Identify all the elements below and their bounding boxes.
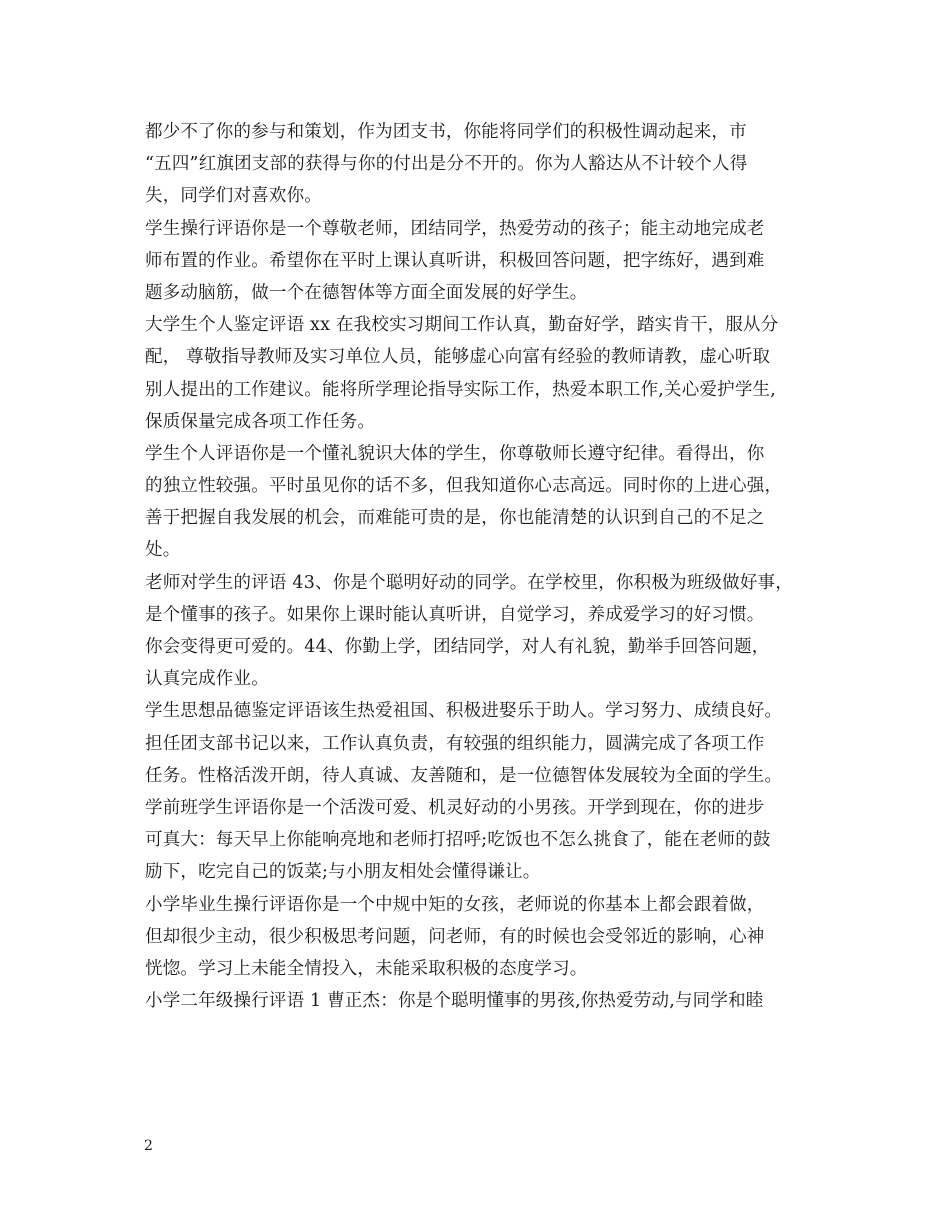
text-line: 恍惚。学习上未能全情投入，未能采取积极的态度学习。 <box>145 958 588 979</box>
text-line: 师布置的作业。希望你在平时上课认真听讲，积极回答问题，把字练好，遇到难 <box>145 250 765 271</box>
text-line: 任务。性格活泼开朗，待人真诚、友善随和，是一位德智体发展较为全面的学生。 <box>145 765 783 786</box>
text-line: 处。 <box>145 540 181 561</box>
text-line: 的独立性较强。平时虽见你的话不多，但我知道你心志高远。同时你的上进心强， <box>145 476 783 497</box>
text-line: 学生思想品德鉴定评语该生热爱祖国、积极进娶乐于助人。学习努力、成绩良好。 <box>145 701 783 722</box>
text-line: “五四”红旗团支部的获得与你的付出是分不开的。你为人豁达从不计较个人得 <box>145 154 748 175</box>
text-line: 学生个人评语你是一个懂礼貌识大体的学生，你尊敬师长遵守纪律。看得出，你 <box>145 443 765 464</box>
text-line: 学生操行评语你是一个尊敬老师，团结同学，热爱劳动的孩子；能主动地完成老 <box>145 218 765 239</box>
text-line: 但却很少主动，很少积极思考问题，问老师，有的时候也会受邻近的影响，心神 <box>145 926 765 947</box>
text-line: 是个懂事的孩子。如果你上课时能认真听讲，自觉学习，养成爱学习的好习惯。 <box>145 604 765 625</box>
text-line: 担任团支部书记以来，工作认真负责，有较强的组织能力，圆满完成了各项工作 <box>145 733 765 754</box>
text-line: 小学二年级操行评语 1 曹正杰：你是个聪明懂事的男孩,你热爱劳动,与同学和睦 <box>145 991 764 1012</box>
text-line: 可真大：每天早上你能响亮地和老师打招呼;吃饭也不怎么挑食了，能在老师的鼓 <box>145 830 771 851</box>
text-line: 保质保量完成各项工作任务。 <box>145 411 376 432</box>
text-line: 别人提出的工作建议。能将所学理论指导实际工作，热爱本职工作,关心爱护学生, <box>145 379 777 400</box>
text-line: 题多动脑筋，做一个在德智体等方面全面发展的好学生。 <box>145 282 588 303</box>
text-line: 失，同学们对喜欢你。 <box>145 186 322 207</box>
text-line: 配， 尊敬指导教师及实习单位人员，能够虚心向富有经验的教师请教，虚心听取 <box>145 347 771 368</box>
text-line: 老师对学生的评语 43、你是个聪明好动的同学。在学校里，你积极为班级做好事， <box>145 572 793 593</box>
document-body <box>145 116 825 1017</box>
text-line: 学前班学生评语你是一个活泼可爱、机灵好动的小男孩。开学到现在，你的进步 <box>145 797 765 818</box>
text-line: 励下，吃完自己的饭菜;与小朋友相处会懂得谦让。 <box>145 862 541 883</box>
text-line: 都少不了你的参与和策划，作为团支书，你能将同学们的积极性调动起来，市 <box>145 122 747 142</box>
text-line: 小学毕业生操行评语你是一个中规中矩的女孩，老师说的你基本上都会跟着做， <box>145 894 765 915</box>
text-line: 大学生个人鉴定评语 xx 在我校实习期间工作认真，勤奋好学，踏实肯干，服从分 <box>145 315 779 336</box>
text-line: 善于把握自我发展的机会，而难能可贵的是，你也能清楚的认识到自己的不足之 <box>145 508 765 529</box>
page-number: 2 <box>144 1138 153 1154</box>
text-line: 认真完成作业。 <box>145 669 269 690</box>
text-line: 你会变得更可爱的。44、你勤上学，团结同学，对人有礼貌，勤举手回答问题， <box>145 637 770 657</box>
